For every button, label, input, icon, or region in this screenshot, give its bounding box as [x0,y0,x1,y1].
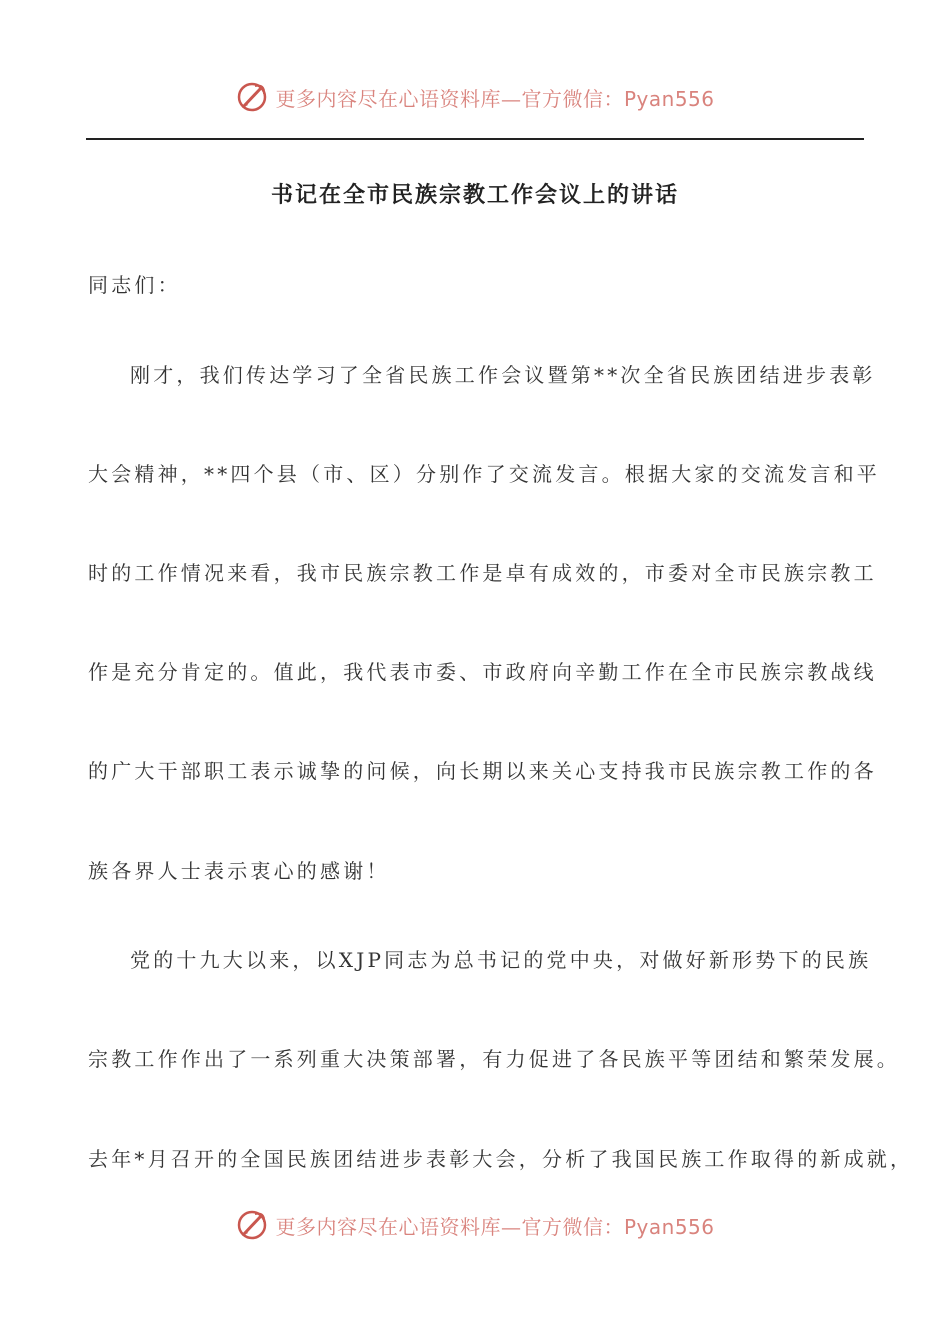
header-banner [0,80,950,114]
paragraph-line: 的广大干部职工表示诚挚的问候，向长期以来关心支持我市民族宗教工作的各 [88,759,877,783]
paragraph-line: 族各界人士表示衷心的感谢！ [88,859,390,883]
greeting: 同志们： [88,273,181,297]
paragraph-line: 大会精神，**四个县（市、区）分别作了交流发言。根据大家的交流发言和平 [88,462,880,486]
paragraph-line: 去年*月召开的全国民族团结进步表彰大会，分析了我国民族工作取得的新成就， [88,1147,914,1171]
paragraph-line: 宗教工作作出了一系列重大决策部署，有力促进了各民族平等团结和繁荣发展。 [88,1047,900,1071]
banner-wechat-id: Pyan556 [623,86,715,111]
pen-logo-icon [235,80,269,114]
banner-text: 更多内容尽在心语资料库—官方微信：Pyan556 [275,1214,715,1239]
paragraph-line: 作是充分肯定的。值此，我代表市委、市政府向辛勤工作在全市民族宗教战线 [88,660,877,684]
paragraph-line: 刚才，我们传达学习了全省民族工作会议暨第**次全省民族团结进步表彰 [130,363,876,387]
footer-banner [0,1208,950,1242]
document-title: 书记在全市民族宗教工作会议上的讲话 [270,183,679,208]
pen-logo-icon [235,1208,269,1242]
paragraph-line: 党的十九大以来，以XJP同志为总书记的党中央，对做好新形势下的民族 [130,948,872,972]
header-divider [86,138,864,140]
banner-text: 更多内容尽在心语资料库—官方微信：Pyan556 [275,86,715,111]
banner-wechat-id: Pyan556 [623,1214,715,1239]
paragraph-line: 时的工作情况来看，我市民族宗教工作是卓有成效的，市委对全市民族宗教工 [88,561,877,585]
